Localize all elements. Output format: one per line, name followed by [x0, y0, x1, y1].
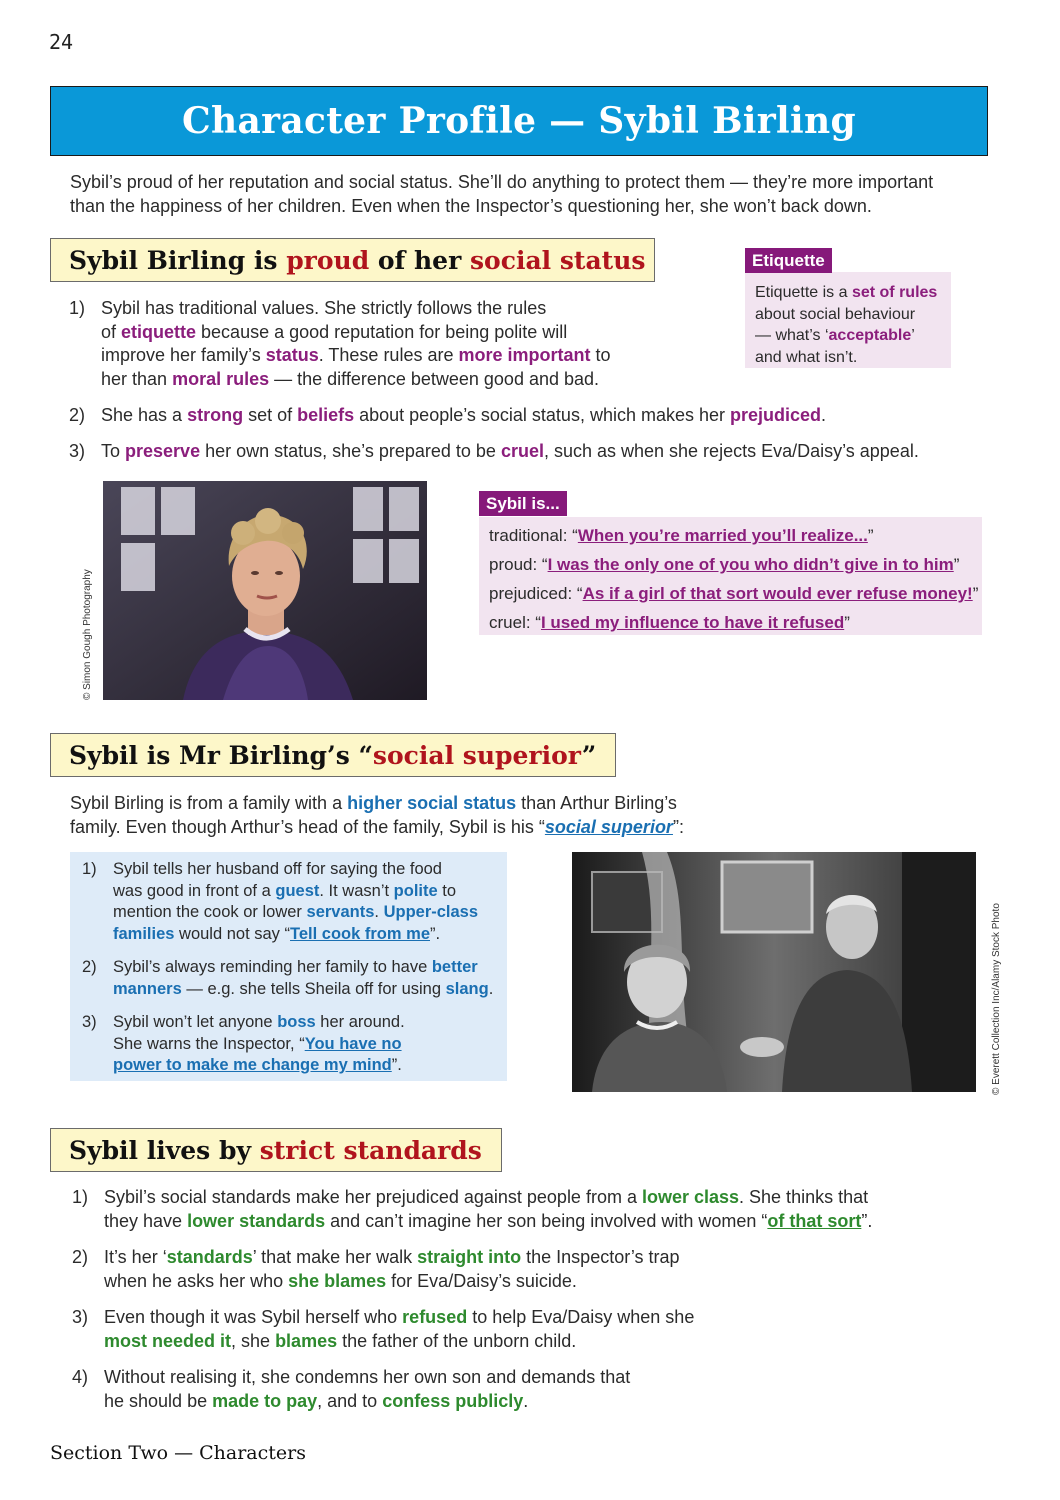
etiquette-line: about social behaviour [755, 305, 916, 323]
heading-highlight: proud [286, 246, 370, 275]
section2-paragraph [70, 792, 770, 839]
sybil-is-quotes-box [479, 517, 982, 635]
etiquette-tag: Etiquette [745, 248, 832, 273]
item-line: improve her family’s status. These rules are more important to [101, 345, 611, 365]
page-number: 24 [49, 30, 74, 54]
list-number: 3) [72, 1307, 89, 1327]
section-footer: Section Two — Characters [50, 1442, 306, 1464]
sybil-stage-photo [103, 481, 427, 700]
item-line: Sybil has traditional values. She strictly follows the rules [101, 298, 547, 318]
etiquette-definition-box [745, 272, 951, 368]
list-number: 3) [82, 1013, 97, 1031]
list-item [113, 1012, 503, 1077]
item-line: was good in front of a guest. It wasn’t polite to [113, 881, 457, 900]
list-item [104, 1246, 984, 1293]
item-line: Without realising it, she condemns her own son and demands that [104, 1367, 631, 1387]
list-item [101, 297, 661, 391]
quote-text: When you’re married you’ll realize... [577, 526, 868, 545]
photo-credit: © Simon Gough Photography [82, 569, 93, 700]
photo-illustration [103, 481, 427, 700]
item-line: power to make me change my mind”. [113, 1056, 402, 1074]
heading-text: of her [369, 246, 470, 275]
item-line: mention the cook or lower servants. Upper-class [113, 903, 479, 921]
section-heading-social-superior [50, 733, 616, 777]
heading-highlight: social superior [372, 741, 582, 770]
list-number: 2) [72, 1247, 89, 1267]
page-title: Character Profile — Sybil Birling [182, 100, 856, 142]
quote-row: proud: “I was the only one of you who didn’t give in to him” [489, 555, 960, 574]
quote-text: As if a girl of that sort would ever refuse money! [582, 584, 973, 603]
list-number: 3) [69, 441, 86, 461]
item-line: Sybil tells her husband off for saying the food [113, 860, 442, 878]
list-number: 2) [69, 405, 86, 425]
quote-text: I was the only one of you who didn’t give in to him [547, 555, 954, 574]
item-line: he should be made to pay, and to confess publicly. [104, 1390, 529, 1411]
heading-text: Sybil Birling is [69, 246, 287, 275]
item-line: Sybil won’t let anyone boss her around. [113, 1013, 405, 1031]
item-line: It’s her ‘standards’ that make her walk straight into the Inspector’s trap [104, 1247, 680, 1267]
list-item [113, 859, 503, 945]
item-line: She warns the Inspector, “You have no [113, 1034, 402, 1053]
item-line: Sybil’s always reminding her family to have better [113, 958, 478, 976]
item-line: they have lower standards and can’t imagine her son being involved with women “of that sort”. [104, 1210, 873, 1231]
item-line: her than moral rules — the difference between good and bad. [101, 368, 600, 389]
etiquette-line: Etiquette is a set of rules [755, 284, 938, 301]
list-item [104, 1366, 984, 1413]
list-number: 1) [72, 1187, 89, 1207]
list-item: She has a strong set of beliefs about people’s social status, which makes her prejudiced. [101, 405, 827, 425]
section-heading-proud [50, 238, 655, 282]
list-item [113, 957, 503, 1000]
heading-text: ” [581, 741, 597, 770]
item-line: most needed it, she blames the father of the unborn child. [104, 1330, 577, 1351]
heading-highlight: social status [469, 246, 646, 275]
heading-highlight: strict standards [259, 1136, 482, 1165]
list-number: 4) [72, 1367, 89, 1387]
heading-text: Sybil lives by [69, 1136, 260, 1165]
photo-illustration [572, 852, 976, 1092]
paragraph-line: family. Even though Arthur’s head of the family, Sybil is his “social superior”: [70, 816, 684, 837]
quote-row: prejudiced: “As if a girl of that sort would ever refuse money!” [489, 584, 979, 603]
list-number: 1) [69, 298, 86, 318]
intro-line: than the happiness of her children. Even when the Inspector’s questioning her, she won’t back down. [70, 195, 872, 216]
quote-row: traditional: “When you’re married you’ll realize...” [489, 526, 874, 545]
item-line: Sybil’s social standards make her prejudiced against people from a lower class. She thinks that [104, 1187, 869, 1207]
intro-paragraph [70, 171, 995, 218]
section-heading-strict-standards [50, 1128, 502, 1172]
list-item [104, 1306, 984, 1353]
film-still-photo [572, 852, 976, 1092]
etiquette-line: — what’s ‘acceptable’ [755, 327, 915, 344]
item-line: when he asks her who she blames for Eva/Daisy’s suicide. [104, 1270, 577, 1291]
list-number: 1) [82, 860, 97, 878]
photo-credit: © Everett Collection Inc/Alamy Stock Photo [991, 903, 1002, 1095]
social-superior-points-box [70, 852, 507, 1081]
item-line: Even though it was Sybil herself who refused to help Eva/Daisy when she [104, 1307, 695, 1327]
item-line: manners — e.g. she tells Sheila off for using slang. [113, 979, 494, 998]
item-line: families would not say “Tell cook from me”. [113, 924, 441, 943]
sybil-is-tag: Sybil is... [479, 491, 567, 516]
title-banner [50, 86, 988, 156]
list-item [104, 1186, 984, 1233]
quote-text: I used my influence to have it refused [540, 613, 845, 632]
list-number: 2) [82, 958, 97, 976]
item-line: of etiquette because a good reputation for being polite will [101, 321, 568, 342]
quote-row: cruel: “I used my influence to have it refused” [489, 613, 850, 632]
paragraph-line: Sybil Birling is from a family with a higher social status than Arthur Birling’s [70, 793, 677, 813]
etiquette-line: and what isn’t. [755, 348, 858, 366]
intro-line: Sybil’s proud of her reputation and social status. She’ll do anything to protect them — they’re more important [70, 172, 934, 192]
heading-text: Sybil is Mr Birling’s “ [69, 741, 373, 770]
list-item: To preserve her own status, she’s prepared to be cruel, such as when she rejects Eva/Daisy’s appeal. [101, 441, 919, 461]
